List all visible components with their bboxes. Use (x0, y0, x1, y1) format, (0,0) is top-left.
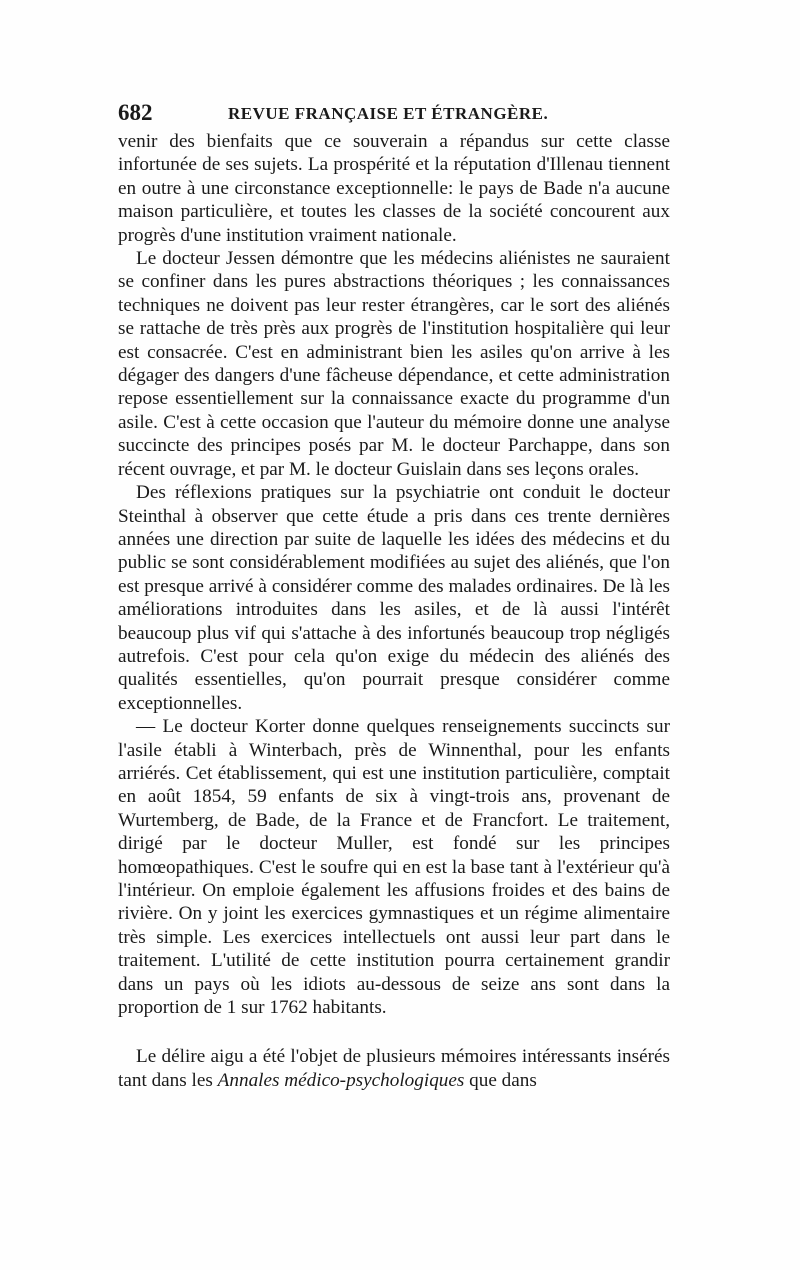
paragraph-delire-aigu (118, 1045, 670, 1092)
page-number: 682 (118, 100, 153, 125)
page-header (118, 100, 666, 130)
paragraph-text-before: Le délire aigu a été l'objet de plusieurs mémoires intéressants insérés tant dans les (118, 1046, 670, 1091)
paragraph-jessen: Le docteur Jessen démontre que les médecins aliénistes ne sauraient se confiner dans les pures abstractions théoriques ; les connaissances techniques ne doivent pas leur rester étrangères, car le sort des aliénés se rattache de très près aux progrès de l'institution hospitalière qui leur est consacrée. C'est en administrant bien les asiles qu'on arrive à les dégager des dangers d'une fâcheuse dépendance, et cette administration repose essentiellement sur la connaissance exacte du programme d'un asile. C'est à cette occasion que l'auteur du mémoire donne une analyse succincte des principes posés par M. le docteur Parchappe, dans son récent ouvrage, et par M. le docteur Guislain dans ses leçons orales. (118, 248, 670, 480)
journal-title: Annales médico-psychologiques (217, 1069, 465, 1091)
running-head: REVUE FRANÇAISE ET ÉTRANGÈRE. (228, 104, 549, 123)
paragraph-steinthal: Des réflexions pratiques sur la psychiatrie ont conduit le docteur Steinthal à observer que cette étude a pris dans ces trente dernières années une direction par suite de laquelle les idées des médecins et du public se sont considérablement modifiées au sujet des aliénés, que l'on est presque arrivé à considérer comme des malades ordinaires. De là les améliorations introduites dans les asiles, et de là aussi l'intérêt beaucoup plus vif qui s'attache à des infortunés beaucoup trop négligés autrefois. C'est pour cela qu'on exige du médecin des aliénés des qualités essentielles, qu'on pourrait presque considérer comme exceptionnelles. (118, 482, 670, 714)
paragraph-text-after: que dans (464, 1069, 537, 1091)
paragraph-korter: — Le docteur Korter donne quelques renseignements succincts sur l'asile établi à Winterbach, près de Winnenthal, pour les enfants arriérés. Cet établissement, qui est une institution particulière, comptait en août 1854, 59 enfants de six à vingt-trois ans, provenant de Wurtemberg, de Bade, de la France et de Francfort. Le traitement, dirigé par le docteur Muller, est fondé sur les principes homœopathiques. C'est le soufre qui en est la base tant à l'extérieur qu'à l'intérieur. On emploie également les affusions froides et des bains de rivière. On y joint les exercices gymnastiques et un régime alimentaire très simple. Les exercices intellectuels ont aussi leur part dans le traitement. L'utilité de cette institution pourra certainement grandir dans un pays où les idiots au-dessous de seize ans sont dans la proportion de 1 sur 1762 habitants. (118, 716, 670, 1019)
paragraph-continuation: venir des bienfaits que ce souverain a répandus sur cette classe infortunée de ses sujets. La prospérité et la réputation d'Illenau tiennent en outre à une circonstance exceptionnelle: le pays de Bade n'a aucune maison particulière, et toutes les classes de la société concourent aux progrès d'une institution vraiment nationale. (118, 131, 670, 246)
body-text (118, 130, 670, 1092)
